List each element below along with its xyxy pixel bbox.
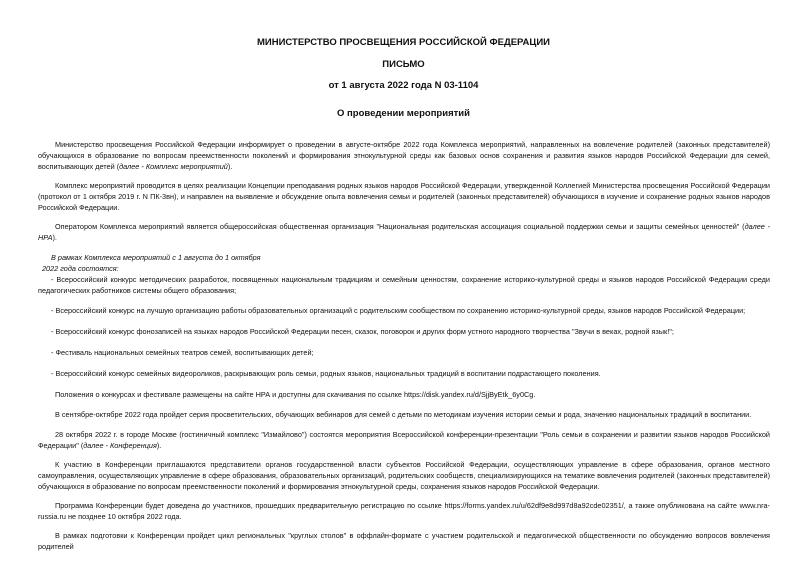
paragraph-intro (38, 139, 770, 172)
paragraph-conference-end: ). (156, 441, 162, 450)
document-type-heading: ПИСЬМО (382, 59, 425, 70)
paragraph-operator-text: Оператором Комплекса мероприятий является общероссийская общественная организация "Национальная родительская ассоциация социальной поддержки семьи и защиты семейных ценностей" ( (55, 222, 745, 231)
subject-heading: О проведении мероприятий (337, 108, 470, 119)
paragraph-intro-italic: далее - Комплекс мероприятий (119, 162, 228, 171)
ministry-heading: МИНИСТЕРСТВО ПРОСВЕЩЕНИЯ РОССИЙСКОЙ ФЕДЕРАЦИИ (256, 37, 551, 48)
paragraph-intro-end: ). (227, 162, 233, 171)
paragraph-participants: К участию в Конференции приглашаются представители органов государственной власти субъектов Российской Федерации, осуществляющих управление в сфере образования, органов местного самоуправления, осуществляющих управление в сфере образования, образовательных организаций, родительских сообществ, специализирующихся на тематике вовлечения родителей (законных представителей) обучающихся в образование по вопросам преемственности поколений и формирования этнокультурной среды, сохранения языков народов Российской Федерации. (38, 460, 770, 491)
section-intro-line1: В рамках Комплекса мероприятий с 1 августа до 1 октября (51, 253, 261, 262)
list-item-festival: - Фестиваль национальных семейных театров семей, воспитывающих детей; (51, 348, 314, 357)
paragraph-conference (38, 429, 770, 451)
paragraph-round-tables: В рамках подготовки к Конференции пройдет цикл региональных "круглых столов" в оффлайн-формате с участием родительской и педагогической общественности по обсуждению вопросов вовлечения родителей (38, 531, 770, 551)
document-body (38, 139, 770, 552)
paragraph-webinars: В сентябре-октябре 2022 года пройдет серия просветительских, обучающих вебинаров для семей с детьми по методикам изучения истории семьи и рода, значению национальных традиций в воспитании. (55, 410, 752, 419)
list-item-contest-methodical: - Всероссийский конкурс методических разработок, посвященных национальным традициям и семейным ценностям, сохранение историко-культурной среды и языков народов Российской Федерации среди педагогических работников системы общего образования; (38, 275, 770, 295)
paragraph-intro-text: Министерство просвещения Российской Федерации информирует о проведении в августе-октябре 2022 года Комплекса мероприятий, направленных на вовлечение родителей (законных представителей) обучающихся в образование по вопросам преемственности поколений и формирования этнокультурной среды как базовых основ сохранения и развития языков народов Российской Федерации для семей, воспитывающих детей ( (38, 140, 770, 171)
paragraph-operator-italic: далее - НРА (38, 222, 770, 242)
paragraph-operator-end: ). (52, 233, 57, 242)
paragraph-program: Программа Конференции будет доведена до участников, прошедших предварительную регистрацию по ссылке https://forms.yandex.ru/u/62df9e8d997d8a92cde02351/, а также опубликована на сайте www.nra-russia.ru не позднее 10 октября 2022 года. (38, 501, 770, 521)
paragraph-regulations: Положения о конкурсах и фестивале размещены на сайте НРА и доступны для скачивания по ссылке https://disk.yandex.ru/d/SjjByEtk_6y0Cg. (55, 390, 536, 399)
paragraph-concept: Комплекс мероприятий проводится в целях реализации Концепции преподавания родных языков народов Российской Федерации, утвержденной Коллегией Министерства просвещения Российской Федерации (протокол от 1 октября 2019 г. N ПК-3вн), и направлен на выявление и обсуждение опыта вовлечения семьи и родителей (законных представителей) обучающихся в изучение и сохранение родных языков народов Российской Федерации. (38, 181, 770, 212)
paragraph-conference-text: 28 октября 2022 г. в городе Москве (гостиничный комплекс "Измайлово") состоятся мероприятия Всероссийской конференции-презентации "Роль семьи в сохранении и развитии языков народов Российской Федерации" ( (38, 430, 770, 450)
paragraph-conference-italic: далее - Конференция (83, 441, 157, 450)
section-intro-line2: 2022 года состоятся: (42, 264, 119, 273)
date-number-heading: от 1 августа 2022 года N 03-1104 (328, 80, 479, 91)
paragraph-operator (38, 221, 770, 243)
list-item-contest-video: - Всероссийский конкурс семейных видеороликов, раскрывающих роль семьи, родных языков, национальных традиций в воспитании подрастающего поколения. (51, 369, 601, 378)
list-item-contest-organization: - Всероссийский конкурс на лучшую организацию работы образовательных организаций с родительским сообществом по сохранению историко-культурной среды, языков народов Российской Федерации; (51, 306, 746, 315)
list-item-contest-audio: - Всероссийский конкурс фонозаписей на языках народов Российской Федерации песен, сказок, поговорок и других форм устного народного творчества "Звучи в веках, родной язык!"; (51, 327, 674, 336)
